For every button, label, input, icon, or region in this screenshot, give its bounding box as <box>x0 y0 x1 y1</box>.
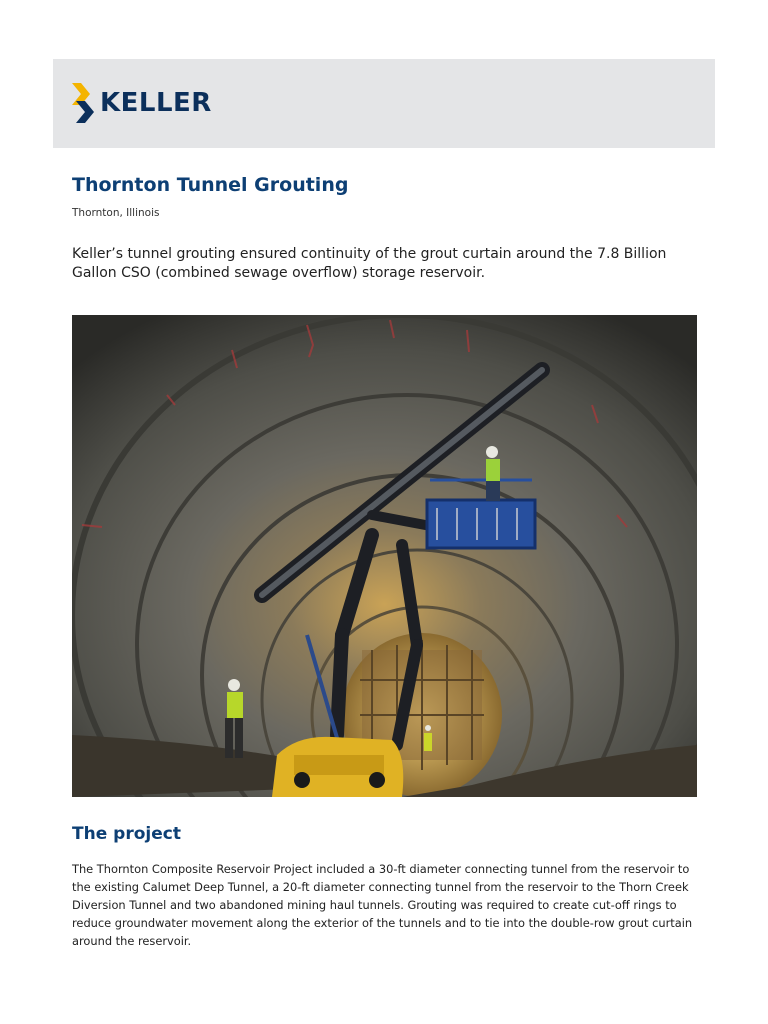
intro-paragraph: Keller’s tunnel grouting ensured continuity of the grout curtain around the 7.8 Billion Gallon CSO (combined sewage overflow) storage reservoir. <box>72 246 667 281</box>
header-band <box>53 59 715 148</box>
keller-chevron-icon <box>72 83 94 123</box>
project-description: The Thornton Composite Reservoir Project included a 30-ft diameter connecting tunnel from the reservoir to the existing Calumet Deep Tunnel, a 20-ft diameter connecting tunnel from the reservoir to the Thorn Creek Diversion Tunnel and two abandoned mining haul tunnels. Grouting was required to create cut-off rings to reduce groundwater movement along the exterior of the tunnels and to tie into the double-row grout curtain around the reservoir. <box>72 862 693 948</box>
section-heading-project: The project <box>72 824 181 844</box>
logo-wordmark: KELLER <box>100 88 212 118</box>
project-location: Thornton, Illinois <box>72 207 160 219</box>
page-title: Thornton Tunnel Grouting <box>72 174 349 196</box>
tunnel-photo <box>72 315 697 797</box>
keller-logo[interactable] <box>72 83 212 123</box>
